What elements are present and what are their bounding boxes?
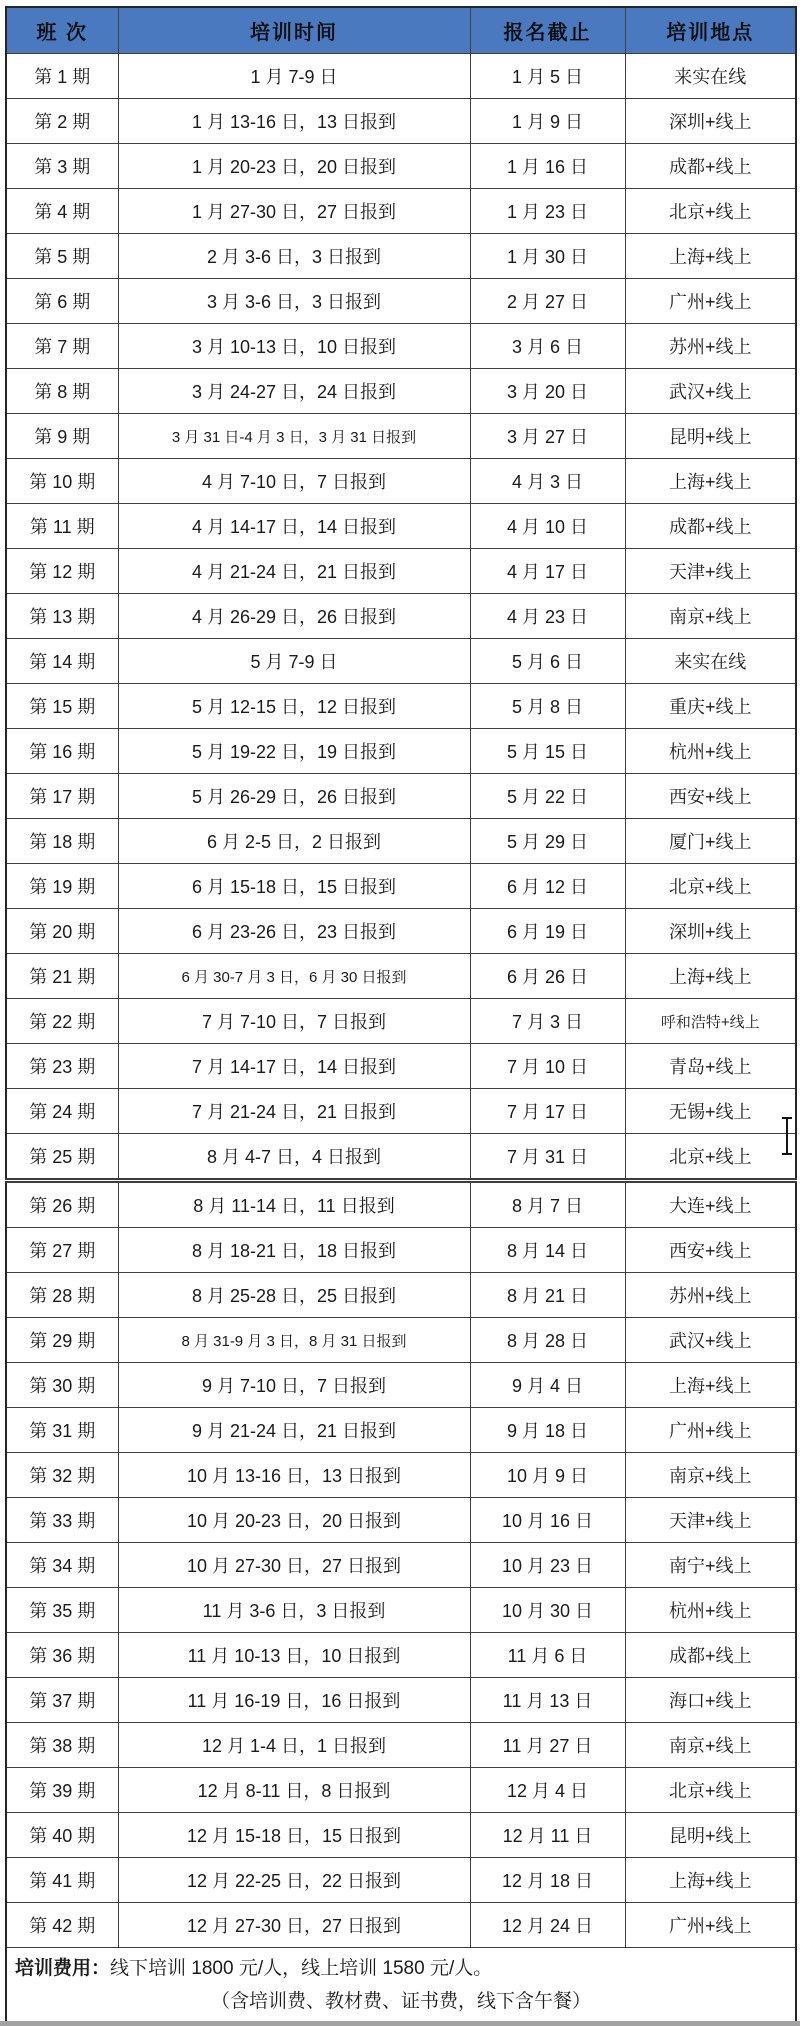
table-row bbox=[6, 99, 796, 144]
cell-time: 4 月 7-10 日，7 日报到 bbox=[118, 459, 470, 504]
cell-session: 第 8 期 bbox=[6, 369, 118, 414]
cell-location: 青岛+线上 bbox=[625, 1044, 796, 1089]
cell-deadline: 7 月 3 日 bbox=[470, 999, 625, 1044]
table-row bbox=[6, 639, 796, 684]
column-header-time: 培训时间 bbox=[118, 7, 470, 54]
table-row bbox=[6, 1858, 796, 1903]
cell-time: 10 月 27-30 日，27 日报到 bbox=[118, 1543, 470, 1588]
cell-session: 第 21 期 bbox=[6, 954, 118, 999]
text-ibeam-cursor bbox=[781, 1117, 794, 1155]
table-row bbox=[6, 999, 796, 1044]
cell-deadline: 10 月 30 日 bbox=[470, 1588, 625, 1633]
cell-deadline: 6 月 26 日 bbox=[470, 954, 625, 999]
cell-location: 成都+线上 bbox=[625, 504, 796, 549]
cell-deadline: 1 月 5 日 bbox=[470, 54, 625, 99]
cell-deadline: 10 月 23 日 bbox=[470, 1543, 625, 1588]
cell-deadline: 10 月 16 日 bbox=[470, 1498, 625, 1543]
cell-deadline: 5 月 29 日 bbox=[470, 819, 625, 864]
cell-deadline: 1 月 30 日 bbox=[470, 234, 625, 279]
cell-deadline: 8 月 21 日 bbox=[470, 1273, 625, 1318]
table-row bbox=[6, 1768, 796, 1813]
cell-location: 无锡+线上 bbox=[625, 1089, 796, 1134]
table-row bbox=[6, 1408, 796, 1453]
cell-time: 11 月 10-13 日，10 日报到 bbox=[118, 1633, 470, 1678]
cell-deadline: 6 月 19 日 bbox=[470, 909, 625, 954]
cell-deadline: 4 月 10 日 bbox=[470, 504, 625, 549]
cell-location: 上海+线上 bbox=[625, 234, 796, 279]
cell-session: 第 26 期 bbox=[6, 1181, 118, 1228]
table-row bbox=[6, 1723, 796, 1768]
ibeam-stem bbox=[786, 1118, 788, 1154]
cell-location: 南宁+线上 bbox=[625, 1543, 796, 1588]
table-row bbox=[6, 1633, 796, 1678]
cell-time: 7 月 7-10 日，7 日报到 bbox=[118, 999, 470, 1044]
cell-session: 第 27 期 bbox=[6, 1228, 118, 1273]
cell-time: 12 月 15-18 日，15 日报到 bbox=[118, 1813, 470, 1858]
cell-time: 3 月 24-27 日，24 日报到 bbox=[118, 369, 470, 414]
table-row bbox=[6, 1134, 796, 1181]
table-row bbox=[6, 1181, 796, 1228]
table-row bbox=[6, 1273, 796, 1318]
cell-time: 10 月 13-16 日，13 日报到 bbox=[118, 1453, 470, 1498]
cell-session: 第 6 期 bbox=[6, 279, 118, 324]
table-row bbox=[6, 234, 796, 279]
cell-deadline: 11 月 27 日 bbox=[470, 1723, 625, 1768]
ibeam-bottom-serif bbox=[782, 1153, 792, 1155]
cell-session: 第 20 期 bbox=[6, 909, 118, 954]
cell-location: 上海+线上 bbox=[625, 954, 796, 999]
cell-deadline: 1 月 16 日 bbox=[470, 144, 625, 189]
fee-note: （含培训费、教材费、证书费，线下含午餐） bbox=[210, 1991, 591, 2012]
cell-deadline: 12 月 11 日 bbox=[470, 1813, 625, 1858]
cell-time: 11 月 16-19 日，16 日报到 bbox=[118, 1678, 470, 1723]
header-row bbox=[6, 7, 796, 54]
cell-time: 1 月 13-16 日，13 日报到 bbox=[118, 99, 470, 144]
table-row bbox=[6, 1044, 796, 1089]
table-row bbox=[6, 504, 796, 549]
cell-location: 杭州+线上 bbox=[625, 1588, 796, 1633]
cell-location: 北京+线上 bbox=[625, 1134, 796, 1181]
cell-location: 大连+线上 bbox=[625, 1181, 796, 1228]
cell-deadline: 11 月 6 日 bbox=[470, 1633, 625, 1678]
cell-session: 第 22 期 bbox=[6, 999, 118, 1044]
cell-deadline: 10 月 9 日 bbox=[470, 1453, 625, 1498]
cell-time: 3 月 31 日-4 月 3 日，3 月 31 日报到 bbox=[118, 414, 470, 459]
cell-session: 第 28 期 bbox=[6, 1273, 118, 1318]
cell-time: 12 月 8-11 日，8 日报到 bbox=[118, 1768, 470, 1813]
fee-text: 线下培训 1800 元/人，线上培训 1580 元/人。 bbox=[110, 1958, 493, 1979]
schedule-body bbox=[6, 54, 796, 1948]
cell-time: 8 月 25-28 日，25 日报到 bbox=[118, 1273, 470, 1318]
cell-location: 广州+线上 bbox=[625, 279, 796, 324]
cell-location: 上海+线上 bbox=[625, 1858, 796, 1903]
cell-deadline: 1 月 9 日 bbox=[470, 99, 625, 144]
cell-time: 6 月 2-5 日，2 日报到 bbox=[118, 819, 470, 864]
cell-location: 北京+线上 bbox=[625, 189, 796, 234]
table-row bbox=[6, 324, 796, 369]
cell-deadline: 4 月 17 日 bbox=[470, 549, 625, 594]
cell-location: 呼和浩特+线上 bbox=[625, 999, 796, 1044]
column-header-location: 培训地点 bbox=[625, 7, 796, 54]
table-row bbox=[6, 909, 796, 954]
cell-location: 昆明+线上 bbox=[625, 414, 796, 459]
table-row bbox=[6, 189, 796, 234]
column-header-deadline: 报名截止 bbox=[470, 7, 625, 54]
cell-session: 第 16 期 bbox=[6, 729, 118, 774]
cell-time: 8 月 18-21 日，18 日报到 bbox=[118, 1228, 470, 1273]
fee-row bbox=[6, 1948, 796, 2024]
cell-session: 第 23 期 bbox=[6, 1044, 118, 1089]
cell-location: 广州+线上 bbox=[625, 1903, 796, 1948]
cell-session: 第 30 期 bbox=[6, 1363, 118, 1408]
table-row bbox=[6, 1543, 796, 1588]
cell-session: 第 41 期 bbox=[6, 1858, 118, 1903]
table-row bbox=[6, 864, 796, 909]
cell-deadline: 2 月 27 日 bbox=[470, 279, 625, 324]
cell-session: 第 18 期 bbox=[6, 819, 118, 864]
table-row bbox=[6, 954, 796, 999]
cell-location: 苏州+线上 bbox=[625, 324, 796, 369]
cell-time: 11 月 3-6 日，3 日报到 bbox=[118, 1588, 470, 1633]
cell-deadline: 5 月 15 日 bbox=[470, 729, 625, 774]
cell-deadline: 8 月 7 日 bbox=[470, 1181, 625, 1228]
fee-cell bbox=[6, 1948, 796, 2024]
cell-session: 第 33 期 bbox=[6, 1498, 118, 1543]
table-row bbox=[6, 369, 796, 414]
table-row bbox=[6, 729, 796, 774]
cell-time: 10 月 20-23 日，20 日报到 bbox=[118, 1498, 470, 1543]
cell-time: 8 月 31-9 月 3 日，8 月 31 日报到 bbox=[118, 1318, 470, 1363]
cell-session: 第 9 期 bbox=[6, 414, 118, 459]
cell-deadline: 6 月 12 日 bbox=[470, 864, 625, 909]
cell-time: 7 月 21-24 日，21 日报到 bbox=[118, 1089, 470, 1134]
cell-location: 北京+线上 bbox=[625, 864, 796, 909]
cell-location: 上海+线上 bbox=[625, 459, 796, 504]
cell-session: 第 39 期 bbox=[6, 1768, 118, 1813]
cell-session: 第 1 期 bbox=[6, 54, 118, 99]
table-row bbox=[6, 414, 796, 459]
cell-time: 1 月 27-30 日，27 日报到 bbox=[118, 189, 470, 234]
cell-location: 武汉+线上 bbox=[625, 1318, 796, 1363]
cell-deadline: 7 月 10 日 bbox=[470, 1044, 625, 1089]
cell-location: 南京+线上 bbox=[625, 1453, 796, 1498]
cell-location: 西安+线上 bbox=[625, 1228, 796, 1273]
cell-session: 第 15 期 bbox=[6, 684, 118, 729]
table-row bbox=[6, 1363, 796, 1408]
cell-location: 南京+线上 bbox=[625, 1723, 796, 1768]
cell-location: 来实在线 bbox=[625, 639, 796, 684]
cell-session: 第 2 期 bbox=[6, 99, 118, 144]
cell-location: 杭州+线上 bbox=[625, 729, 796, 774]
cell-time: 3 月 10-13 日，10 日报到 bbox=[118, 324, 470, 369]
cell-location: 海口+线上 bbox=[625, 1678, 796, 1723]
cell-session: 第 32 期 bbox=[6, 1453, 118, 1498]
cell-session: 第 38 期 bbox=[6, 1723, 118, 1768]
cell-location: 上海+线上 bbox=[625, 1363, 796, 1408]
cell-session: 第 40 期 bbox=[6, 1813, 118, 1858]
cell-session: 第 36 期 bbox=[6, 1633, 118, 1678]
cell-deadline: 9 月 4 日 bbox=[470, 1363, 625, 1408]
cell-deadline: 8 月 28 日 bbox=[470, 1318, 625, 1363]
cell-location: 北京+线上 bbox=[625, 1768, 796, 1813]
table-row bbox=[6, 1498, 796, 1543]
cell-time: 9 月 7-10 日，7 日报到 bbox=[118, 1363, 470, 1408]
table-row bbox=[6, 1678, 796, 1723]
cell-deadline: 12 月 4 日 bbox=[470, 1768, 625, 1813]
cell-location: 深圳+线上 bbox=[625, 909, 796, 954]
table-row bbox=[6, 1453, 796, 1498]
cell-time: 6 月 15-18 日，15 日报到 bbox=[118, 864, 470, 909]
table-row bbox=[6, 774, 796, 819]
table-row bbox=[6, 1089, 796, 1134]
cell-deadline: 12 月 24 日 bbox=[470, 1903, 625, 1948]
cell-time: 12 月 27-30 日，27 日报到 bbox=[118, 1903, 470, 1948]
cell-time: 5 月 7-9 日 bbox=[118, 639, 470, 684]
cell-deadline: 12 月 18 日 bbox=[470, 1858, 625, 1903]
cell-time: 4 月 26-29 日，26 日报到 bbox=[118, 594, 470, 639]
cell-location: 广州+线上 bbox=[625, 1408, 796, 1453]
cell-location: 南京+线上 bbox=[625, 594, 796, 639]
cell-location: 西安+线上 bbox=[625, 774, 796, 819]
cell-deadline: 3 月 27 日 bbox=[470, 414, 625, 459]
cell-location: 厦门+线上 bbox=[625, 819, 796, 864]
cell-time: 6 月 30-7 月 3 日，6 月 30 日报到 bbox=[118, 954, 470, 999]
cell-location: 昆明+线上 bbox=[625, 1813, 796, 1858]
cell-time: 6 月 23-26 日，23 日报到 bbox=[118, 909, 470, 954]
cell-time: 4 月 21-24 日，21 日报到 bbox=[118, 549, 470, 594]
cell-time: 8 月 11-14 日，11 日报到 bbox=[118, 1181, 470, 1228]
cell-deadline: 7 月 31 日 bbox=[470, 1134, 625, 1181]
fee-label: 培训费用： bbox=[15, 1958, 111, 1979]
table-row bbox=[6, 1588, 796, 1633]
cell-session: 第 29 期 bbox=[6, 1318, 118, 1363]
cell-deadline: 1 月 23 日 bbox=[470, 189, 625, 234]
cell-time: 12 月 1-4 日，1 日报到 bbox=[118, 1723, 470, 1768]
cell-session: 第 37 期 bbox=[6, 1678, 118, 1723]
cell-time: 12 月 22-25 日，22 日报到 bbox=[118, 1858, 470, 1903]
cell-time: 4 月 14-17 日，14 日报到 bbox=[118, 504, 470, 549]
cell-location: 苏州+线上 bbox=[625, 1273, 796, 1318]
cell-session: 第 7 期 bbox=[6, 324, 118, 369]
cell-time: 9 月 21-24 日，21 日报到 bbox=[118, 1408, 470, 1453]
fee-line bbox=[15, 1952, 787, 1986]
cell-deadline: 5 月 22 日 bbox=[470, 774, 625, 819]
cell-deadline: 9 月 18 日 bbox=[470, 1408, 625, 1453]
cell-session: 第 14 期 bbox=[6, 639, 118, 684]
cell-location: 重庆+线上 bbox=[625, 684, 796, 729]
cell-deadline: 5 月 6 日 bbox=[470, 639, 625, 684]
cell-deadline: 8 月 14 日 bbox=[470, 1228, 625, 1273]
cell-session: 第 13 期 bbox=[6, 594, 118, 639]
cell-deadline: 11 月 13 日 bbox=[470, 1678, 625, 1723]
cell-location: 天津+线上 bbox=[625, 549, 796, 594]
cell-location: 深圳+线上 bbox=[625, 99, 796, 144]
training-schedule-table bbox=[5, 6, 797, 2024]
cell-location: 天津+线上 bbox=[625, 1498, 796, 1543]
cell-deadline: 3 月 20 日 bbox=[470, 369, 625, 414]
cell-session: 第 35 期 bbox=[6, 1588, 118, 1633]
cell-session: 第 12 期 bbox=[6, 549, 118, 594]
cell-time: 5 月 26-29 日，26 日报到 bbox=[118, 774, 470, 819]
cell-deadline: 7 月 17 日 bbox=[470, 1089, 625, 1134]
cell-time: 5 月 12-15 日，12 日报到 bbox=[118, 684, 470, 729]
cell-time: 2 月 3-6 日，3 日报到 bbox=[118, 234, 470, 279]
cell-session: 第 5 期 bbox=[6, 234, 118, 279]
cell-session: 第 3 期 bbox=[6, 144, 118, 189]
table-row bbox=[6, 144, 796, 189]
column-header-session: 班 次 bbox=[6, 7, 118, 54]
cell-location: 成都+线上 bbox=[625, 1633, 796, 1678]
cell-session: 第 31 期 bbox=[6, 1408, 118, 1453]
cell-session: 第 4 期 bbox=[6, 189, 118, 234]
cell-session: 第 11 期 bbox=[6, 504, 118, 549]
table-row bbox=[6, 1903, 796, 1948]
cell-deadline: 3 月 6 日 bbox=[470, 324, 625, 369]
cell-time: 8 月 4-7 日，4 日报到 bbox=[118, 1134, 470, 1181]
cell-time: 7 月 14-17 日，14 日报到 bbox=[118, 1044, 470, 1089]
cell-session: 第 10 期 bbox=[6, 459, 118, 504]
cell-time: 5 月 19-22 日，19 日报到 bbox=[118, 729, 470, 774]
screenshot-bottom-edge bbox=[0, 2021, 800, 2026]
table-row bbox=[6, 819, 796, 864]
cell-deadline: 4 月 23 日 bbox=[470, 594, 625, 639]
cell-location: 武汉+线上 bbox=[625, 369, 796, 414]
cell-deadline: 4 月 3 日 bbox=[470, 459, 625, 504]
cell-deadline: 5 月 8 日 bbox=[470, 684, 625, 729]
cell-session: 第 25 期 bbox=[6, 1134, 118, 1181]
table-row bbox=[6, 594, 796, 639]
table-row bbox=[6, 54, 796, 99]
cell-session: 第 24 期 bbox=[6, 1089, 118, 1134]
cell-session: 第 42 期 bbox=[6, 1903, 118, 1948]
table-row bbox=[6, 279, 796, 324]
cell-session: 第 17 期 bbox=[6, 774, 118, 819]
table-row bbox=[6, 1228, 796, 1273]
table-row bbox=[6, 1813, 796, 1858]
table-row bbox=[6, 1318, 796, 1363]
cell-session: 第 19 期 bbox=[6, 864, 118, 909]
table-row bbox=[6, 459, 796, 504]
cell-time: 1 月 7-9 日 bbox=[118, 54, 470, 99]
cell-time: 1 月 20-23 日，20 日报到 bbox=[118, 144, 470, 189]
cell-time: 3 月 3-6 日，3 日报到 bbox=[118, 279, 470, 324]
table-row bbox=[6, 684, 796, 729]
cell-location: 来实在线 bbox=[625, 54, 796, 99]
table-row bbox=[6, 549, 796, 594]
cell-location: 成都+线上 bbox=[625, 144, 796, 189]
cell-session: 第 34 期 bbox=[6, 1543, 118, 1588]
